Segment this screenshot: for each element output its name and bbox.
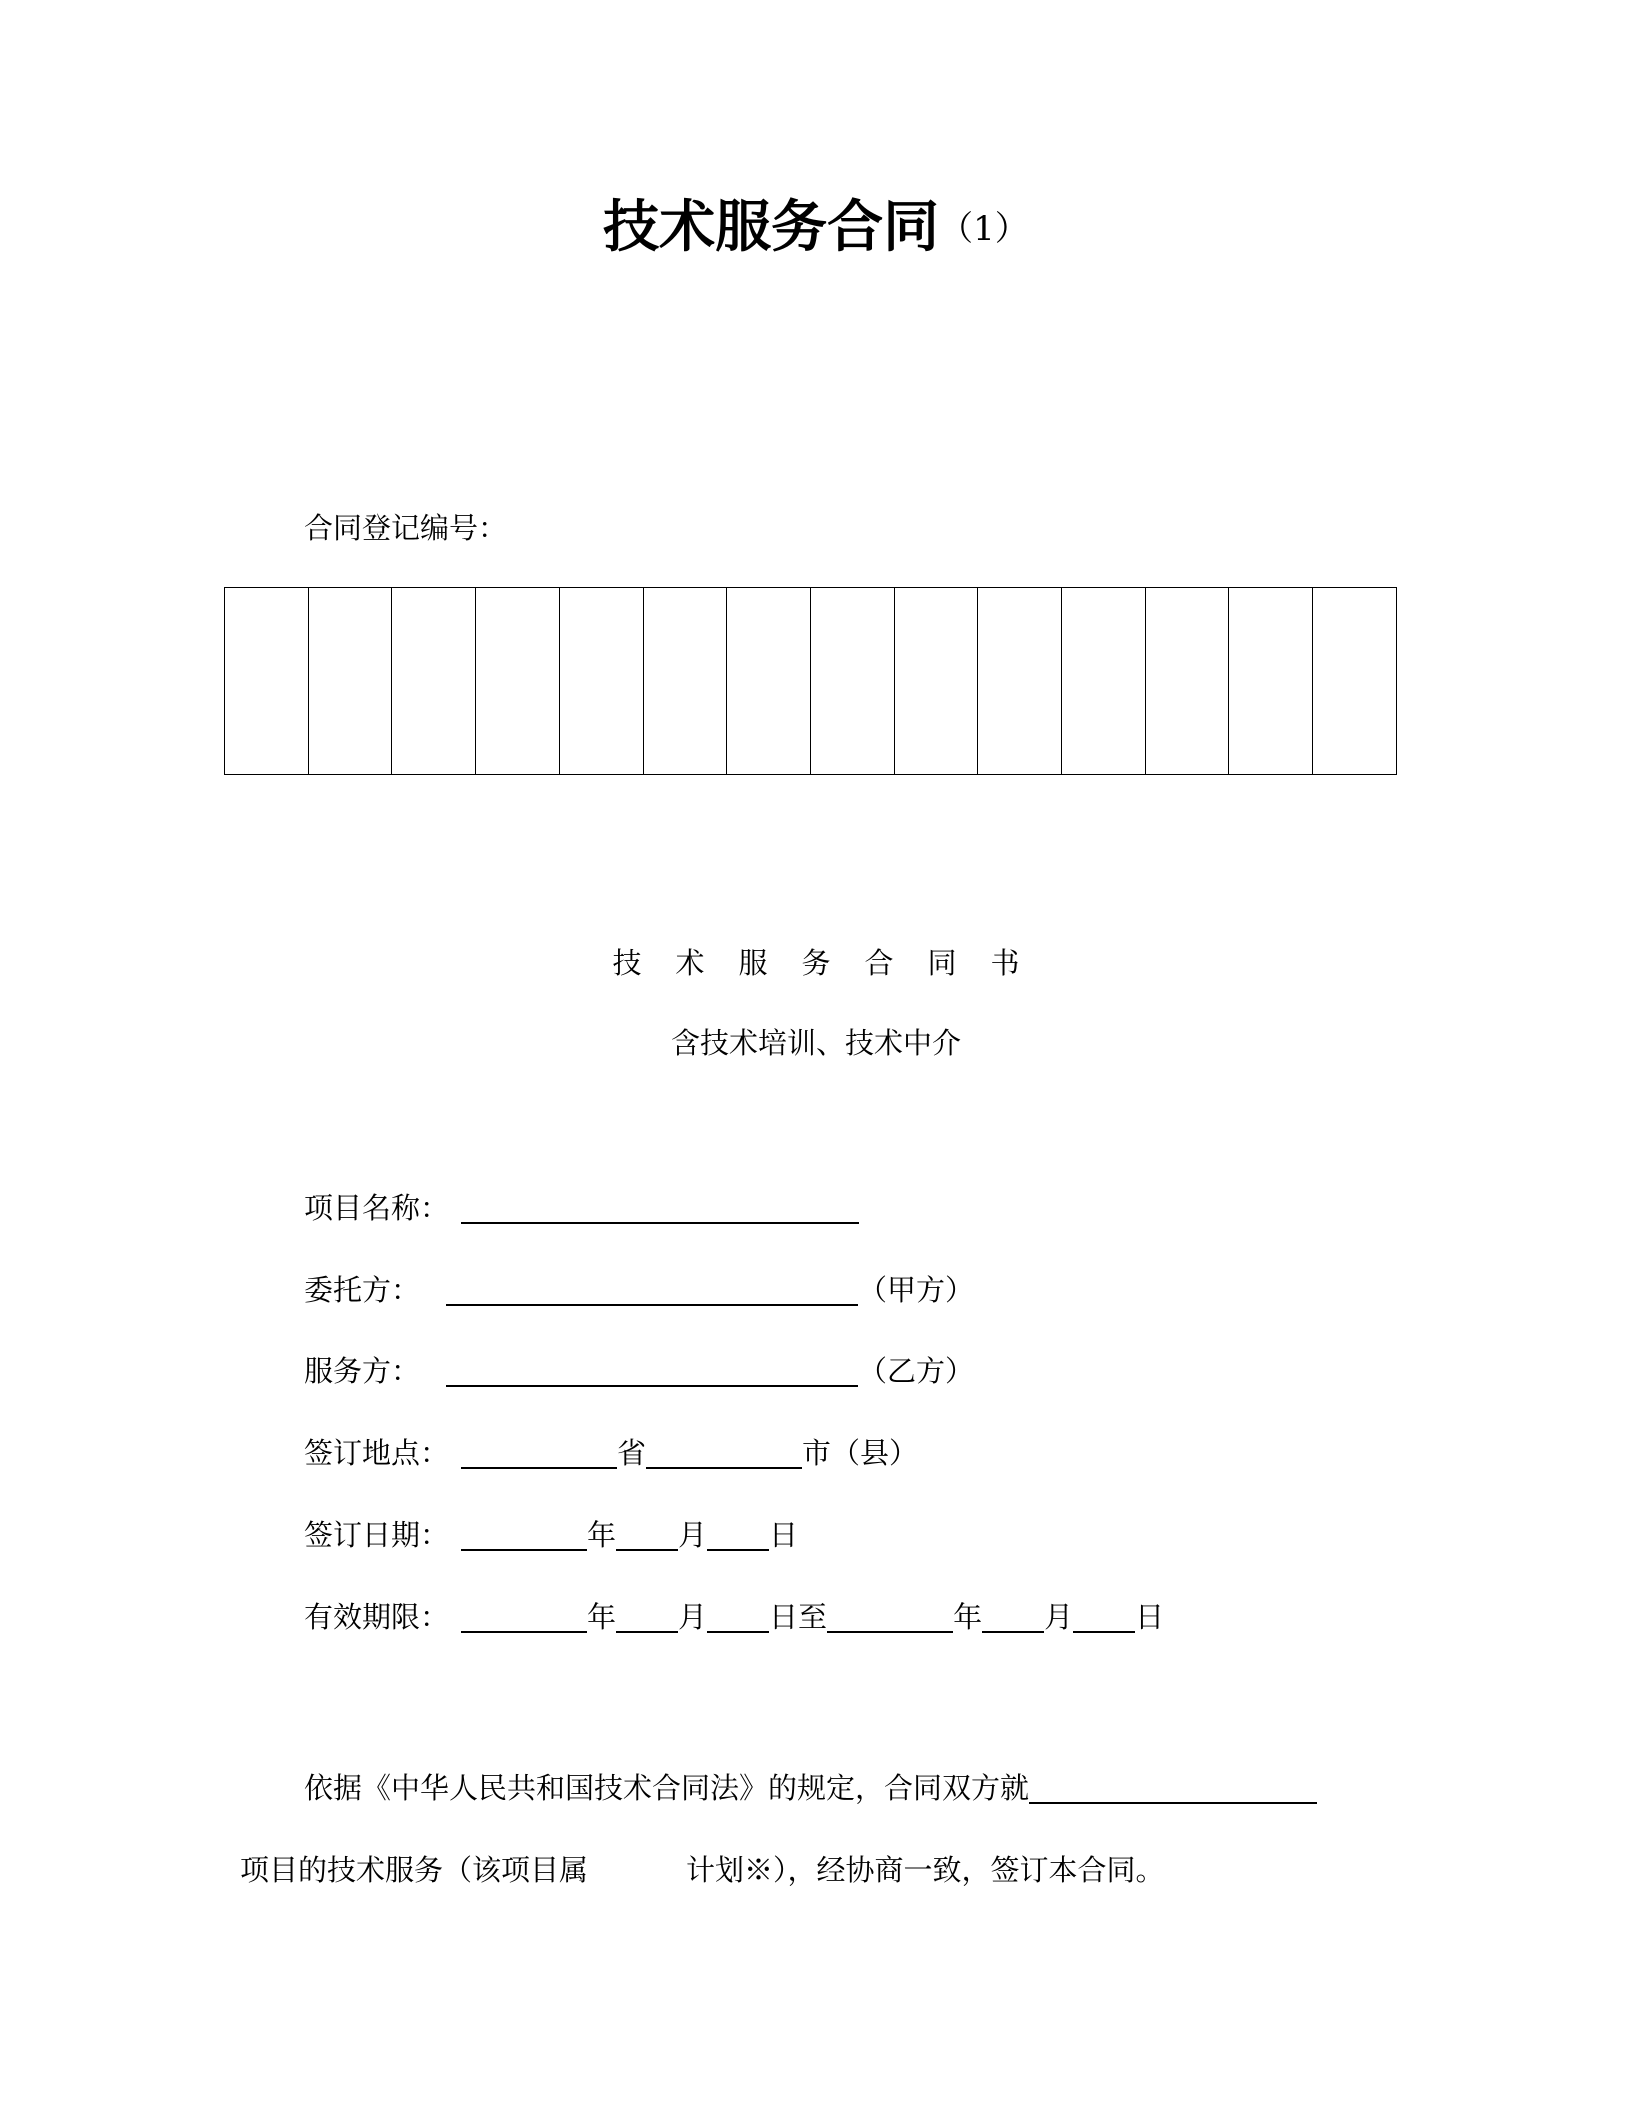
- start-year-label: 年: [587, 1600, 617, 1634]
- client-row: [304, 1270, 974, 1310]
- provider-suffix: （乙方）: [858, 1354, 975, 1388]
- end-month-blank[interactable]: [982, 1601, 1044, 1633]
- year-blank[interactable]: [461, 1519, 587, 1551]
- day-label: 日: [769, 1518, 799, 1552]
- start-year-blank[interactable]: [461, 1601, 587, 1633]
- provider-blank[interactable]: [446, 1355, 858, 1387]
- provider-label: 服务方：: [304, 1354, 421, 1388]
- signing-place-row: [304, 1433, 918, 1473]
- agreement-text: 计划※），经协商一致，签订本合同。: [686, 1853, 1165, 1887]
- registration-box[interactable]: [225, 588, 309, 775]
- signing-date-row: [304, 1515, 798, 1555]
- contract-basis-text: 依据《中华人民共和国技术合同法》的规定，合同双方就: [304, 1771, 1030, 1805]
- province-blank[interactable]: [461, 1437, 617, 1469]
- document-subtitle: 技术服务合同书: [612, 946, 1054, 980]
- registration-box[interactable]: [978, 588, 1062, 775]
- end-day-blank[interactable]: [1073, 1601, 1135, 1633]
- project-blank[interactable]: [1029, 1772, 1317, 1804]
- project-type-text: 项目的技术服务（该项目属: [240, 1853, 589, 1887]
- registration-box[interactable]: [1313, 588, 1397, 775]
- registration-box[interactable]: [392, 588, 476, 775]
- client-suffix: （甲方）: [858, 1273, 975, 1307]
- contract-basis-line2: [240, 1850, 1165, 1890]
- page-title: [0, 192, 1632, 265]
- end-year-label: 年: [953, 1600, 983, 1634]
- registration-box[interactable]: [727, 588, 811, 775]
- title-suffix: （1）: [939, 209, 1029, 249]
- signing-place-label: 签订地点：: [304, 1436, 450, 1470]
- validity-label: 有效期限：: [304, 1600, 450, 1634]
- registration-box[interactable]: [810, 588, 894, 775]
- end-year-blank[interactable]: [827, 1601, 953, 1633]
- month-label: 月: [678, 1518, 708, 1552]
- day-blank[interactable]: [707, 1519, 769, 1551]
- registration-box[interactable]: [1145, 588, 1229, 775]
- registration-box[interactable]: [476, 588, 560, 775]
- project-name-row: [304, 1188, 859, 1228]
- client-blank[interactable]: [446, 1274, 858, 1306]
- end-month-label: 月: [1044, 1600, 1074, 1634]
- project-name-label: 项目名称：: [304, 1191, 450, 1225]
- client-label: 委托方：: [304, 1273, 421, 1307]
- document-scope: 含技术培训、技术中介: [670, 1026, 961, 1060]
- provider-row: [304, 1351, 974, 1391]
- year-label: 年: [587, 1518, 617, 1552]
- registration-number-grid: [224, 587, 1397, 775]
- start-day-to-label: 日至: [769, 1600, 828, 1634]
- start-day-blank[interactable]: [707, 1601, 769, 1633]
- start-month-label: 月: [678, 1600, 708, 1634]
- province-label: 省: [617, 1436, 647, 1470]
- validity-row: [304, 1597, 1164, 1637]
- registration-box[interactable]: [1229, 588, 1313, 775]
- signing-date-label: 签订日期：: [304, 1518, 450, 1552]
- contract-basis-line1: [304, 1768, 1317, 1808]
- city-label: 市（县）: [802, 1436, 919, 1470]
- month-blank[interactable]: [616, 1519, 678, 1551]
- registration-box[interactable]: [559, 588, 643, 775]
- registration-box[interactable]: [643, 588, 727, 775]
- project-name-blank[interactable]: [461, 1192, 859, 1224]
- registration-box[interactable]: [894, 588, 978, 775]
- registration-box[interactable]: [308, 588, 392, 775]
- end-day-label: 日: [1135, 1600, 1165, 1634]
- registration-box[interactable]: [1062, 588, 1146, 775]
- start-month-blank[interactable]: [616, 1601, 678, 1633]
- city-blank[interactable]: [646, 1437, 802, 1469]
- registration-grid-row: [225, 588, 1397, 775]
- registration-label: 合同登记编号：: [304, 511, 508, 545]
- title-text: 技术服务合同: [603, 195, 940, 260]
